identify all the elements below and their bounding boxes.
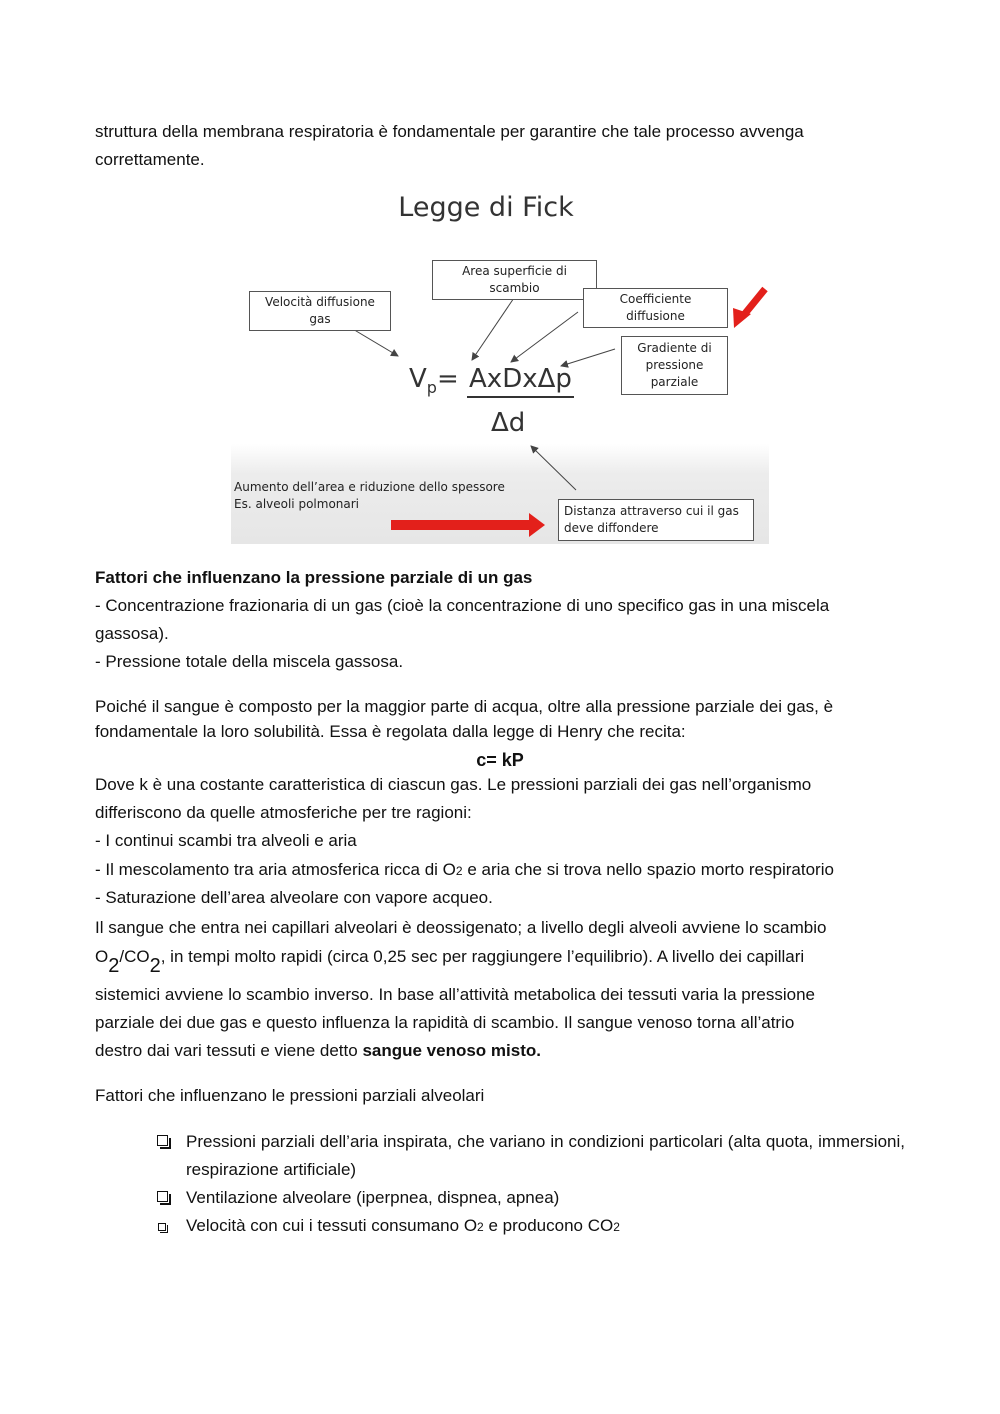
list-item-sub-1: 2 (477, 1220, 484, 1234)
list-item-text: Ventilazione alveolare (iperpnea, dispnea, apnea) (186, 1188, 560, 1207)
alveolar-factors-list (155, 1128, 905, 1241)
distanza-line-2: deve diffondere (564, 521, 659, 535)
intro-line-1: struttura della membrana respiratoria è fondamentale per garantire che tale processo avvenga (95, 122, 804, 141)
gradiente-line-3: parziale (650, 375, 699, 389)
section2-line1: Poiché il sangue è composto per la maggior parte di acqua, oltre alla pressione parziale dei gas, è (95, 697, 834, 716)
para-line-5-bold: sangue venoso misto. (362, 1041, 541, 1060)
list-item (155, 1212, 905, 1241)
section1-item1-a: - Concentrazione frazionaria di un gas (cioè la concentrazione di uno specifico gas in una miscela (95, 596, 830, 615)
figure-note-line-1: Aumento dell’area e riduzione dello spessore (234, 480, 505, 494)
para-line-3: sistemici avviene lo scambio inverso. In base all’attività metabolica dei tessuti varia la pressione (95, 985, 816, 1004)
distanza-line-1: Distanza attraverso cui il gas (564, 504, 739, 518)
label-area-superficie: Area superficie di scambio (432, 260, 597, 300)
red-horizontal-arrow-icon (391, 513, 545, 537)
label-distanza (558, 499, 754, 541)
para-co: /CO (119, 947, 150, 966)
section3-heading: Fattori che influenzano le pressioni parziali alveolari (95, 1086, 485, 1105)
gradiente-line-2: pressione (645, 358, 704, 372)
para-o-sub: 2 (108, 955, 120, 978)
list-item-text: Pressioni parziali dell’aria inspirata, che variano in condizioni particolari (alta quota, immersioni, respirazione artificiale) (186, 1132, 905, 1179)
para-line-4: parziale dei due gas e questo influenza la rapidità di scambio. Il sangue venoso torna all’atrio (95, 1013, 795, 1032)
henry-formula: c= kP (476, 750, 524, 770)
arrow-coefficiente (511, 312, 578, 362)
figure-note-line-2: Es. alveoli polmonari (234, 497, 360, 511)
figure-title: Legge di Fick (398, 192, 574, 223)
para-line-2 (95, 943, 905, 978)
arrow-distanza (531, 446, 576, 490)
reason-3: - Saturazione dell’area alveolare con vapore acqueo. (95, 888, 493, 907)
section1-item2: - Pressione totale della miscela gassosa. (95, 652, 404, 671)
label-gradiente (621, 336, 728, 395)
list-item-sub-2: 2 (613, 1220, 620, 1234)
intro-line-2: correttamente. (95, 150, 205, 169)
reason-2-sub: 2 (455, 864, 463, 878)
para-line-1: Il sangue che entra nei capillari alveolari è deossigenato; a livello degli alveoli avviene lo scambio (95, 918, 827, 937)
formula-v-sub: p (426, 378, 437, 398)
reason-2-a: - Il mescolamento tra aria atmosferica ricca di O (95, 860, 456, 879)
reason-1: - I continui scambi tra alveoli e aria (95, 831, 357, 850)
fick-law-figure (231, 186, 769, 544)
list-item (155, 1184, 905, 1212)
fick-formula (409, 364, 574, 398)
checkbox-bullet-icon (157, 1191, 168, 1202)
list-item-text-a: Velocità con cui i tessuti consumano O (186, 1216, 478, 1235)
gradiente-line-1: Gradiente di (637, 341, 712, 355)
para-line-5 (95, 1037, 905, 1065)
formula-v: V (409, 364, 427, 394)
section1-item1-b: gassosa). (95, 624, 169, 643)
para-o: O (95, 947, 109, 966)
label-velocita-diffusione: Velocità diffusione gas (249, 291, 391, 331)
section1-heading: Fattori che influenzano la pressione parziale di un gas (95, 568, 533, 587)
section2-line3: Dove k è una costante caratteristica di ciascun gas. Le pressioni parziali dei gas nell’organismo (95, 775, 812, 794)
para-line-2-rest: , in tempi molto rapidi (circa 0,25 sec per raggiungere l’equilibrio). A livello dei capillari (160, 947, 805, 966)
reason-2-b: e aria che si trova nello spazio morto respiratorio (462, 860, 834, 879)
label-coefficiente-diffusione: Coefficiente diffusione (583, 288, 728, 328)
formula-numerator: AxDxΔp (467, 364, 574, 398)
figure-note (234, 479, 505, 513)
list-item-text-b: e producono CO (483, 1216, 614, 1235)
para-line-5-a: destro dai vari tessuti e viene detto (95, 1041, 363, 1060)
red-diagonal-arrow-icon (733, 289, 765, 328)
section2-line4: differiscono da quelle atmosferiche per tre ragioni: (95, 803, 472, 822)
reason-2 (95, 856, 905, 885)
formula-eq: = (436, 364, 468, 394)
list-item (155, 1128, 905, 1184)
checkbox-bullet-icon (158, 1223, 166, 1231)
formula-denominator: Δd (491, 408, 526, 438)
para-co-sub: 2 (149, 955, 161, 978)
section2-line2: fondamentale la loro solubilità. Essa è regolata dalla legge di Henry che recita: (95, 722, 686, 741)
arrow-area (472, 292, 518, 360)
checkbox-bullet-icon (157, 1135, 168, 1146)
